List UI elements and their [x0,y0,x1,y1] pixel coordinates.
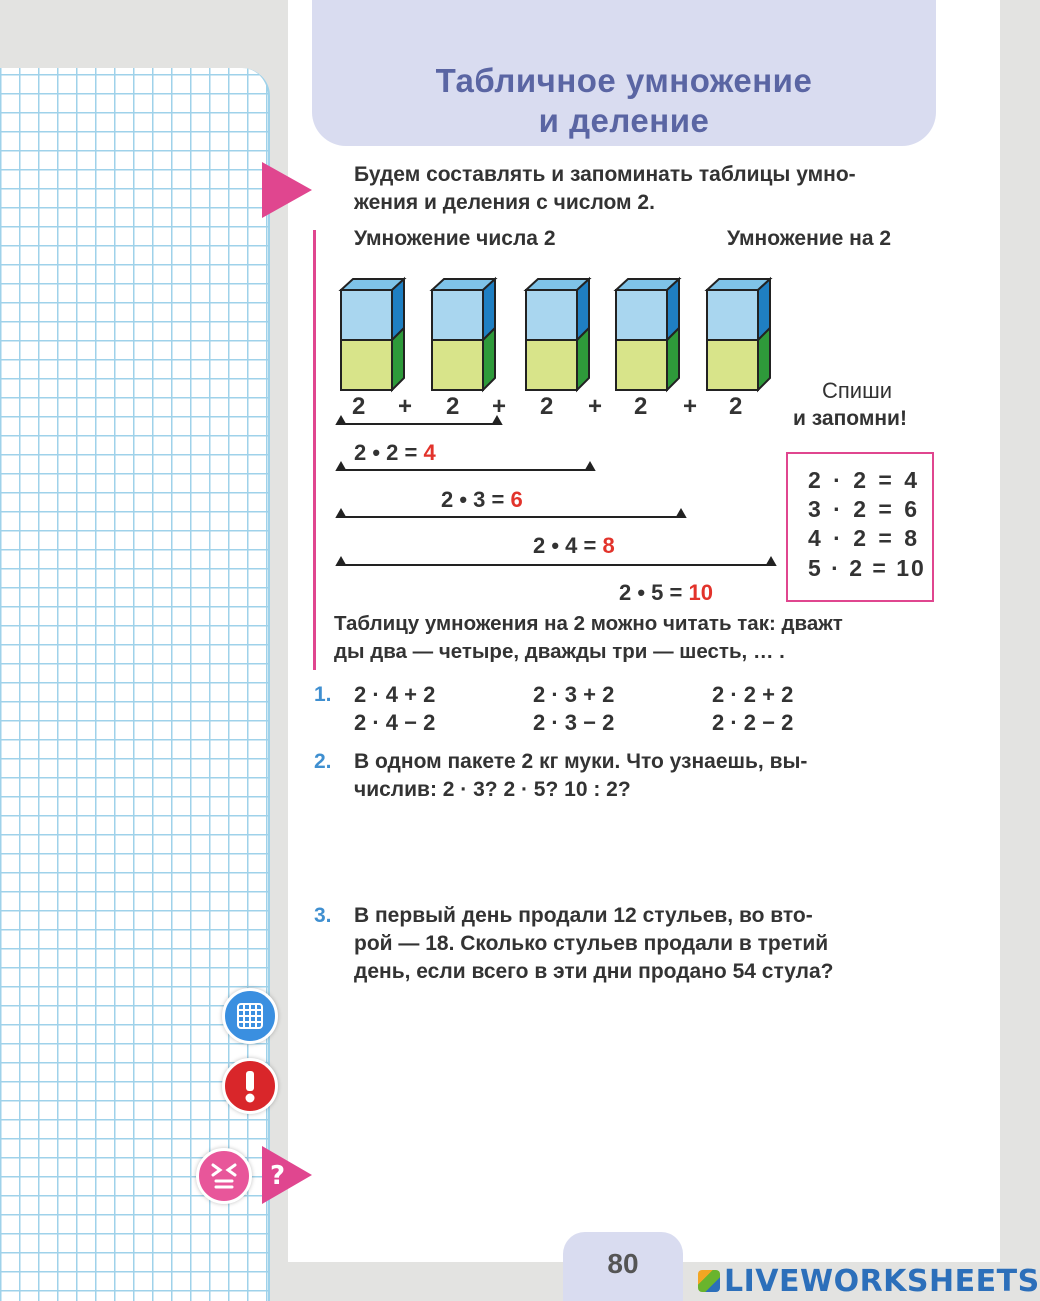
ex1-col3-row2: 2 · 2 − 2 [712,710,794,735]
plus-sign: + [398,393,413,420]
memorize-line-2: и запомни! [793,407,907,430]
plus-sign: + [588,393,603,420]
exercise-3-number: 3. [314,904,332,927]
memorize-line-1: Спиши [822,378,893,403]
bracket-tick [337,558,345,565]
exercise-1-number: 1. [314,683,332,706]
grid-icon[interactable] [222,988,278,1044]
cube-4 [616,279,679,390]
ex1-col1-row1: 2 · 4 + 2 [354,682,436,707]
exercise-2-number: 2. [314,750,332,773]
bracket-tick [767,558,775,565]
product-4: 2 • 5 = 10 [619,580,713,605]
addend: 2 [446,393,460,420]
product-2: 2 • 3 = 6 [441,487,523,512]
ex1-col3-row1: 2 · 2 + 2 [712,682,794,707]
exercise-3-line-1: В первый день продали 12 стульев, во вто- [354,904,813,927]
product-1: 2 • 2 = 4 [354,440,436,465]
addend: 2 [634,393,648,420]
addend: 2 [729,393,743,420]
cube-1 [341,279,404,390]
bracket-tick [337,417,345,424]
watermark-logo-icon [698,1270,720,1292]
reading-line-2: ды два — четыре, дважды три — шесть, … . [334,640,785,663]
watermark-text: LIVEWORKSHEETS [724,1264,1040,1299]
rule-line-1: 2 · 2 = 4 [808,467,921,493]
ex1-col2-row2: 2 · 3 − 2 [533,710,615,735]
heading-right: Умножение на 2 [727,227,892,250]
svg-text:?: ? [270,1161,286,1191]
page-title-line-1: Табличное умножение [435,62,813,99]
page-number: 80 [607,1248,639,1279]
bracket-tick [586,463,594,470]
exercise-3-line-2: рой — 18. Сколько стульев продали в третий [354,932,829,955]
cube-5 [707,279,770,390]
addend: 2 [540,393,554,420]
exclamation-icon[interactable] [222,1058,278,1114]
addend: 2 [352,393,366,420]
heading-left: Умножение числа 2 [354,227,556,250]
rule-line-4: 5 · 2 = 10 [808,555,926,581]
ex1-col2-row1: 2 · 3 + 2 [533,682,615,707]
product-3: 2 • 4 = 8 [533,533,615,558]
plus-sign: + [492,393,507,420]
exercise-2-line-2: числив: 2 · 3? 2 · 5? 10 : 2? [354,778,631,801]
ex1-col1-row2: 2 · 4 − 2 [354,710,436,735]
bracket-tick [337,463,345,470]
plus-sign: + [683,393,698,420]
cube-2 [432,279,495,390]
compare-icon[interactable] [196,1148,252,1204]
intro-line-1: Будем составлять и запоминать таблицы умно- [354,163,856,186]
bracket-tick [337,510,345,517]
bracket-tick [677,510,685,517]
page-title-line-2: и деление [538,102,710,139]
intro-line-2: жения и деления с числом 2. [354,191,655,214]
exercise-3-line-3: день, если всего в эти дни продано 54 стула? [354,960,834,983]
reading-line-1: Таблицу умножения на 2 можно читать так: дважт [334,612,843,635]
rule-line-3: 4 · 2 = 8 [808,525,921,551]
exercise-2-line-1: В одном пакете 2 кг муки. Что узнаешь, вы- [354,750,808,773]
question-icon[interactable] [262,1146,314,1204]
rule-line-2: 3 · 2 = 6 [808,496,921,522]
cube-3 [526,279,589,390]
